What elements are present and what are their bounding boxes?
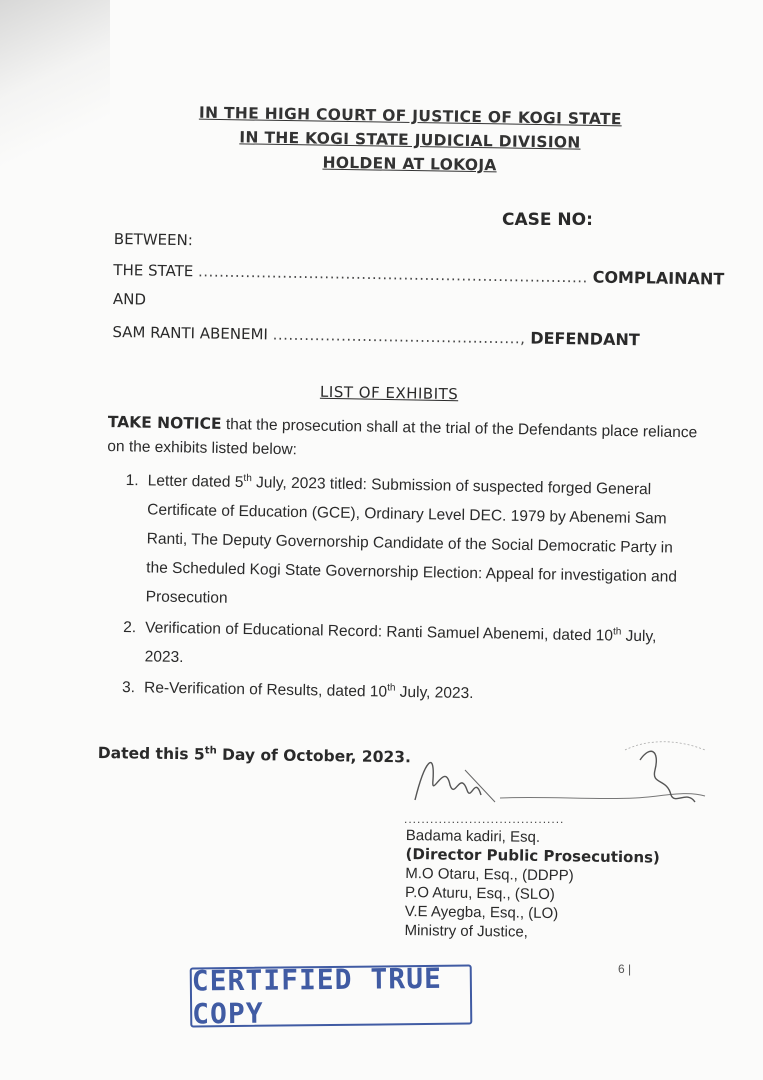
complainant-role: COMPLAINANT (592, 267, 725, 289)
certified-true-copy-stamp: CERTIFIED TRUE COPY (190, 965, 473, 1028)
court-heading-line2: IN THE KOGI STATE JUDICIAL DIVISION (239, 128, 581, 152)
exhibit-number: 2. (123, 618, 137, 637)
signature-dots: ..................................... (404, 812, 565, 826)
court-heading-line3: HOLDEN AT LOKOJA (322, 153, 497, 175)
exhibit-item (123, 466, 685, 621)
signature-image (405, 740, 725, 820)
and-label: AND (112, 289, 147, 309)
signatory-title: (Director Public Prosecutions) (405, 844, 660, 867)
signatory-ddpp: M.O Otaru, Esq., (DDPP) (405, 864, 574, 885)
defendant-line (112, 322, 640, 349)
exhibit-number: 3. (121, 678, 136, 697)
scan-shadow (0, 0, 110, 230)
signatory-ministry: Ministry of Justice, (404, 921, 529, 941)
exhibit-text: Verification of Educational Record: Ranti Samuel Abenemi, dated 10th July, 2023. (144, 619, 657, 667)
signatory-slo: P.O Aturu, Esq., (SLO) (404, 883, 555, 904)
take-notice-lead: TAKE NOTICE (107, 412, 222, 433)
complainant-line (113, 260, 724, 289)
parties-block (112, 230, 725, 350)
exhibits-title: LIST OF EXHIBITS (319, 382, 459, 404)
complainant-leader-dots: .......................................................................... (197, 262, 589, 287)
page-number: 6 | (618, 962, 632, 976)
take-notice-text: that the prosecution shall at the trial of the Defendants place reliance on the exhibits listed below: (107, 415, 698, 459)
signatory-name: Badama kadiri, Esq. (405, 826, 541, 846)
defendant-role: DEFENDANT (530, 328, 640, 350)
defendant-leader-dots: ..............................................., (272, 325, 526, 348)
exhibits-list (122, 466, 686, 714)
exhibit-item (122, 613, 683, 681)
between-label: BETWEEN: (113, 230, 193, 250)
complainant-name: THE STATE (113, 260, 194, 281)
dated-line: Dated this 5th Day of October, 2023. (97, 744, 412, 767)
court-heading (179, 100, 640, 179)
signatory-block (404, 826, 660, 944)
exhibit-text: Re-Verification of Results, dated 10th July, 2023. (143, 679, 474, 703)
court-heading-line1: IN THE HIGH COURT OF JUSTICE OF KOGI STATE (198, 103, 622, 129)
exhibit-text: Letter dated 5th July, 2023 titled: Submission of suspected forged General Certificate of Education (GCE), Ordinary Level DEC. 1979 by Abenemi Sam Ranti, The Deputy Governorship Candidate of the Social Democratic Party in the Scheduled Kogi State Governorship Election: Appeal for investigation and Prosecution (145, 472, 678, 607)
case-number-label: CASE NO: (502, 210, 593, 230)
signatory-lo: V.E Ayegba, Esq., (LO) (404, 902, 559, 923)
take-notice-paragraph (107, 410, 708, 469)
defendant-name: SAM RANTI ABENEMI (112, 322, 269, 344)
exhibit-number: 1. (125, 471, 139, 490)
